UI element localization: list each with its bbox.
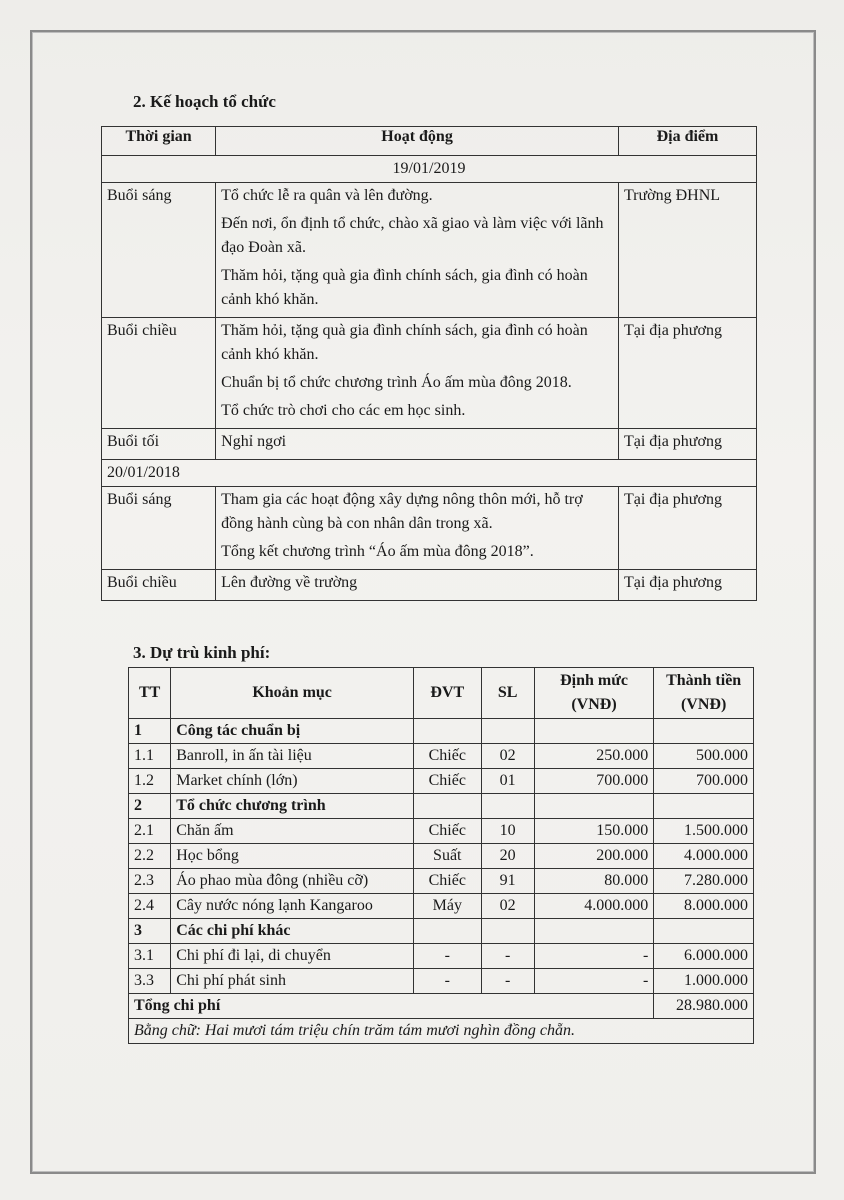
empty-cell <box>534 919 654 944</box>
group-name: Tổ chức chương trình <box>171 794 414 819</box>
budget-group-row <box>129 719 754 744</box>
activity-line: Tổng kết chương trình “Áo ấm mùa đông 2018”. <box>221 543 534 560</box>
budget-item-row <box>129 894 754 919</box>
activity-line: Lên đường về trường <box>221 574 358 591</box>
item-name: Chi phí đi lại, di chuyển <box>171 944 414 969</box>
group-name: Các chi phí khác <box>171 919 414 944</box>
budget-item-row <box>129 744 754 769</box>
total-row <box>129 994 754 1019</box>
budget-item-row <box>129 869 754 894</box>
empty-cell <box>414 794 482 819</box>
item-amount: 4.000.000 <box>654 844 754 869</box>
item-name: Market chính (lớn) <box>171 769 414 794</box>
header-amount: Thành tiền (VNĐ) <box>654 668 754 719</box>
activity-line: Tổ chức lễ ra quân và lên đường. <box>221 187 433 204</box>
plan-row <box>102 318 757 429</box>
time-cell: Buổi chiều <box>102 570 216 601</box>
item-amount: 8.000.000 <box>654 894 754 919</box>
empty-cell <box>534 719 654 744</box>
item-qty: - <box>481 944 534 969</box>
item-name: Chăn ấm <box>171 819 414 844</box>
in-words-row <box>129 1019 754 1044</box>
header-unit: ĐVT <box>414 668 482 719</box>
plan-row <box>102 570 757 601</box>
header-place: Địa điểm <box>618 127 756 156</box>
item-unit: Máy <box>414 894 482 919</box>
item-number: 2.1 <box>129 819 171 844</box>
empty-cell <box>481 794 534 819</box>
time-cell: Buổi sáng <box>102 487 216 570</box>
item-name: Cây nước nóng lạnh Kangaroo <box>171 894 414 919</box>
empty-cell <box>534 794 654 819</box>
item-number: 3.3 <box>129 969 171 994</box>
activity-line: Tham gia các hoạt động xây dựng nông thôn mới, hỗ trợ đồng hành cùng bà con nhân dân trong xã. <box>221 491 583 532</box>
item-amount: 700.000 <box>654 769 754 794</box>
budget-table <box>128 667 754 1044</box>
empty-cell <box>481 719 534 744</box>
place-cell: Tại địa phương <box>618 318 756 429</box>
item-name: Chi phí phát sinh <box>171 969 414 994</box>
group-name: Công tác chuẩn bị <box>171 719 414 744</box>
empty-cell <box>481 919 534 944</box>
time-cell: Buổi chiều <box>102 318 216 429</box>
item-rate: 4.000.000 <box>534 894 654 919</box>
item-amount: 1.500.000 <box>654 819 754 844</box>
header-qty: SL <box>481 668 534 719</box>
activity-cell <box>216 487 619 570</box>
header-rate: Định mức (VNĐ) <box>534 668 654 719</box>
item-rate: 700.000 <box>534 769 654 794</box>
total-label: Tổng chi phí <box>129 994 654 1019</box>
item-rate: - <box>534 969 654 994</box>
item-name: Banroll, in ấn tài liệu <box>171 744 414 769</box>
place-cell: Tại địa phương <box>618 570 756 601</box>
activity-cell <box>216 429 619 460</box>
place-cell: Tại địa phương <box>618 487 756 570</box>
item-qty: 10 <box>481 819 534 844</box>
item-amount: 1.000.000 <box>654 969 754 994</box>
item-qty: 01 <box>481 769 534 794</box>
place-cell: Tại địa phương <box>618 429 756 460</box>
activity-cell <box>216 183 619 318</box>
item-unit: Suất <box>414 844 482 869</box>
header-item: Khoản mục <box>171 668 414 719</box>
budget-item-row <box>129 769 754 794</box>
budget-group-row <box>129 919 754 944</box>
date-row-2: 20/01/2018 <box>102 460 757 487</box>
item-qty: 91 <box>481 869 534 894</box>
item-number: 1.1 <box>129 744 171 769</box>
budget-item-row <box>129 969 754 994</box>
item-name: Áo phao mùa đông (nhiều cỡ) <box>171 869 414 894</box>
budget-item-row <box>129 944 754 969</box>
activity-line: Đến nơi, ổn định tổ chức, chào xã giao và làm việc với lãnh đạo Đoàn xã. <box>221 215 604 256</box>
item-unit: Chiếc <box>414 819 482 844</box>
item-name: Học bổng <box>171 844 414 869</box>
place-cell: Trường ĐHNL <box>618 183 756 318</box>
item-qty: 02 <box>481 744 534 769</box>
item-number: 2.2 <box>129 844 171 869</box>
item-amount: 500.000 <box>654 744 754 769</box>
header-tt: TT <box>129 668 171 719</box>
activity-line: Thăm hỏi, tặng quà gia đình chính sách, gia đình có hoàn cảnh khó khăn. <box>221 267 588 308</box>
item-number: 2.4 <box>129 894 171 919</box>
item-number: 1.2 <box>129 769 171 794</box>
item-rate: - <box>534 944 654 969</box>
activity-cell <box>216 318 619 429</box>
section-3-title: 3. Dự trù kinh phí: <box>133 643 271 662</box>
item-rate: 250.000 <box>534 744 654 769</box>
group-number: 2 <box>129 794 171 819</box>
total-value: 28.980.000 <box>654 994 754 1019</box>
activity-line: Chuẩn bị tổ chức chương trình Áo ấm mùa đông 2018. <box>221 374 572 391</box>
item-unit: Chiếc <box>414 769 482 794</box>
item-unit: Chiếc <box>414 744 482 769</box>
empty-cell <box>414 719 482 744</box>
budget-item-row <box>129 844 754 869</box>
section-2-title: 2. Kế hoạch tổ chức <box>133 92 276 111</box>
item-amount: 7.280.000 <box>654 869 754 894</box>
budget-group-row <box>129 794 754 819</box>
plan-row <box>102 487 757 570</box>
empty-cell <box>654 919 754 944</box>
item-unit: - <box>414 944 482 969</box>
budget-item-row <box>129 819 754 844</box>
item-qty: - <box>481 969 534 994</box>
item-amount: 6.000.000 <box>654 944 754 969</box>
group-number: 3 <box>129 919 171 944</box>
activity-line: Tổ chức trò chơi cho các em học sinh. <box>221 402 466 419</box>
plan-table <box>101 126 757 601</box>
time-cell: Buổi sáng <box>102 183 216 318</box>
item-rate: 200.000 <box>534 844 654 869</box>
empty-cell <box>654 794 754 819</box>
plan-row <box>102 429 757 460</box>
header-time: Thời gian <box>102 127 216 156</box>
time-cell: Buổi tối <box>102 429 216 460</box>
plan-row <box>102 183 757 318</box>
item-number: 2.3 <box>129 869 171 894</box>
item-qty: 02 <box>481 894 534 919</box>
activity-line: Thăm hỏi, tặng quà gia đình chính sách, gia đình có hoàn cảnh khó khăn. <box>221 322 588 363</box>
group-number: 1 <box>129 719 171 744</box>
activity-cell <box>216 570 619 601</box>
item-qty: 20 <box>481 844 534 869</box>
activity-line: Nghỉ ngơi <box>221 433 287 450</box>
item-number: 3.1 <box>129 944 171 969</box>
item-rate: 80.000 <box>534 869 654 894</box>
amount-in-words: Bằng chữ: Hai mươi tám triệu chín trăm tám mươi nghìn đồng chẵn. <box>129 1019 754 1044</box>
empty-cell <box>654 719 754 744</box>
header-activity: Hoạt động <box>216 127 619 156</box>
empty-cell <box>414 919 482 944</box>
item-unit: Chiếc <box>414 869 482 894</box>
date-row-1: 19/01/2019 <box>102 156 757 183</box>
item-unit: - <box>414 969 482 994</box>
item-rate: 150.000 <box>534 819 654 844</box>
